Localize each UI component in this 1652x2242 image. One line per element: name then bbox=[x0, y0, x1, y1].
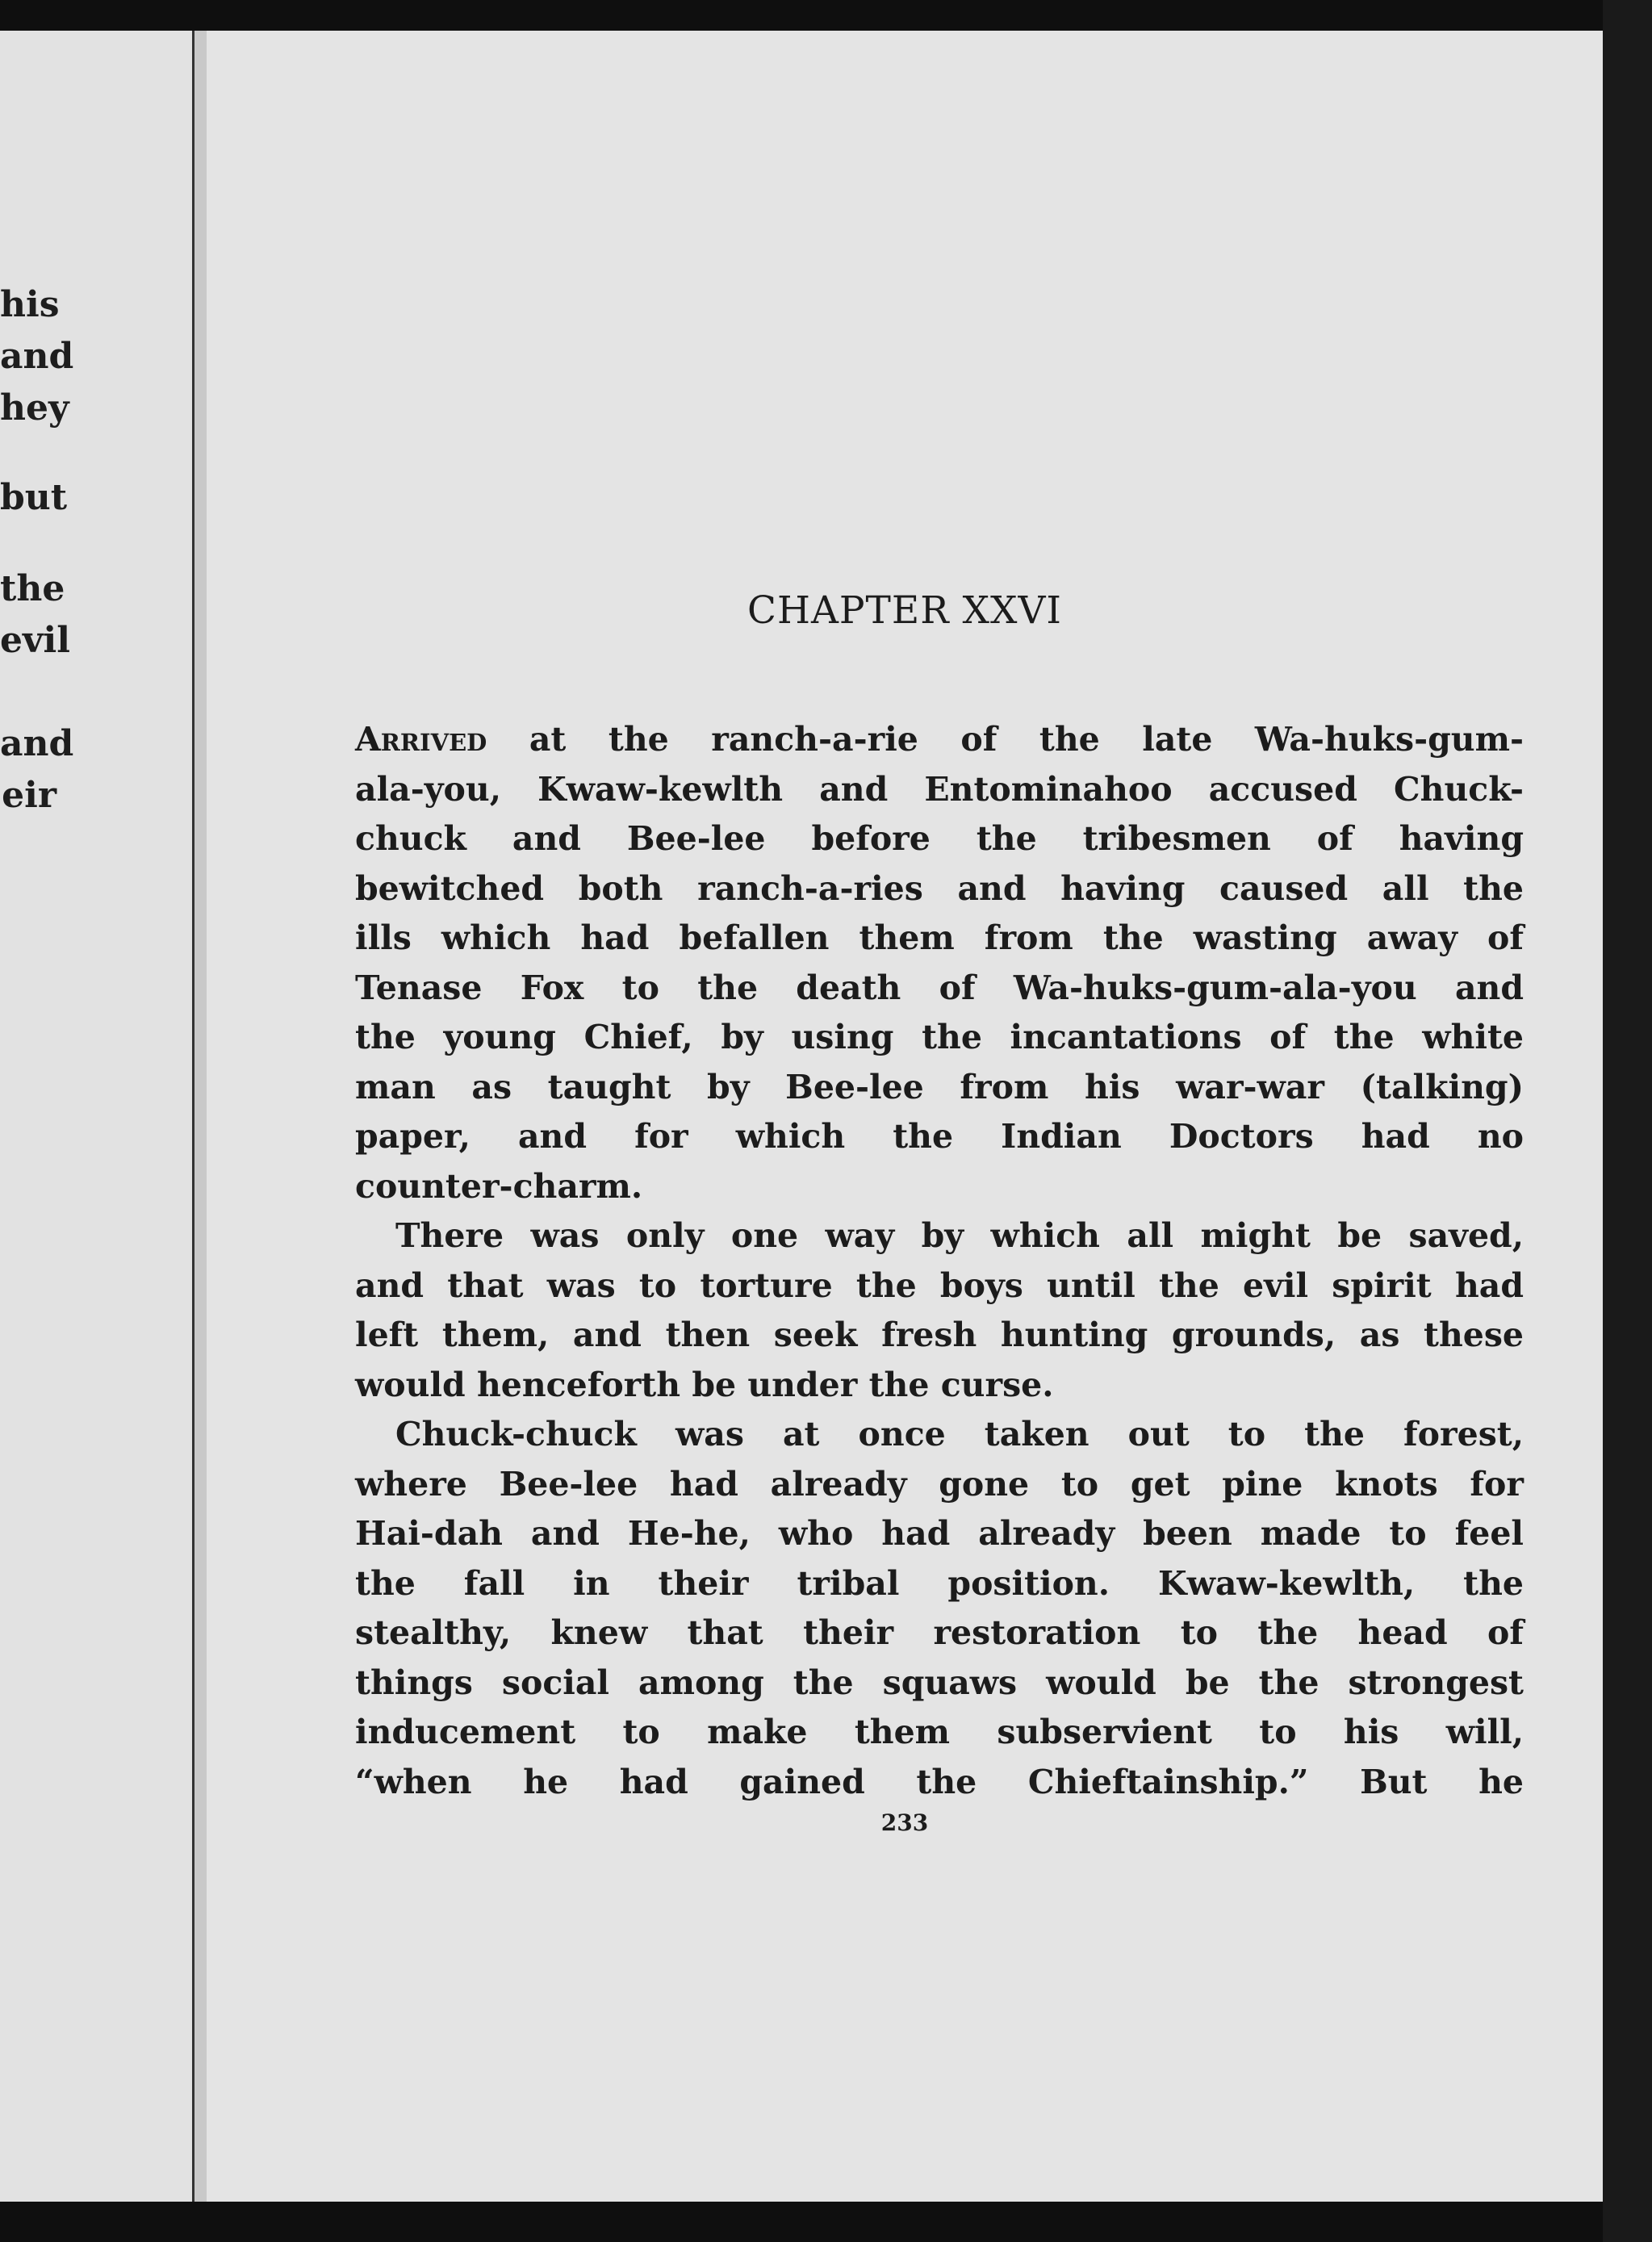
text-line: Arrived at the ranch-a-rie of the late Wa-huks-gum- bbox=[355, 720, 1524, 759]
text-line: would henceforth be under the curse. bbox=[355, 1365, 1054, 1404]
body-text bbox=[355, 715, 1524, 1807]
previous-page-fragment: the bbox=[0, 568, 65, 609]
scan-border bbox=[1603, 0, 1652, 2242]
lead-word: Arrived bbox=[355, 720, 487, 759]
text-line: ills which had befallen them from the wasting away of bbox=[355, 918, 1524, 957]
text-line: the young Chief, by using the incantations of the white bbox=[355, 1018, 1524, 1056]
text-line: man as taught by Bee-lee from his war-war (talking) bbox=[355, 1067, 1524, 1106]
text-line: Hai-dah and He-he, who had already been made to feel bbox=[355, 1514, 1524, 1553]
previous-page-fragment: his bbox=[0, 284, 60, 325]
text-line: where Bee-lee had already gone to get pine knots for bbox=[355, 1464, 1524, 1504]
chapter-title: CHAPTER XXVI bbox=[747, 588, 1062, 633]
text-line: paper, and for which the Indian Doctors had no bbox=[355, 1117, 1524, 1156]
text-line: There was only one way by which all might be saved, bbox=[395, 1216, 1524, 1255]
paragraph bbox=[355, 1211, 1524, 1410]
text-line: counter-charm. bbox=[355, 1166, 643, 1206]
page-number: 233 bbox=[880, 1809, 929, 1836]
previous-page-fragment: hey bbox=[0, 387, 69, 429]
previous-page-fragment: and bbox=[0, 723, 74, 764]
book-gutter bbox=[192, 31, 207, 2202]
book-page bbox=[207, 31, 1603, 2202]
paragraph bbox=[355, 1410, 1524, 1807]
previous-page-fragment: eir bbox=[2, 775, 56, 816]
text-line: inducement to make them subservient to his will, bbox=[355, 1713, 1524, 1751]
text-line: stealthy, knew that their restoration to the head of bbox=[355, 1613, 1524, 1652]
previous-page-strip bbox=[0, 31, 192, 2202]
text-line: Tenase Fox to the death of Wa-huks-gum-ala-you and bbox=[355, 968, 1524, 1007]
text-line: left them, and then seek fresh hunting grounds, as these bbox=[355, 1316, 1524, 1354]
text-line: the fall in their tribal position. Kwaw-kewlth, the bbox=[355, 1563, 1524, 1603]
paragraph bbox=[355, 715, 1524, 1211]
text-line: chuck and Bee-lee before the tribesmen of having bbox=[355, 819, 1524, 858]
text-line: bewitched both ranch-a-ries and having caused all the bbox=[355, 868, 1524, 908]
previous-page-fragment: but bbox=[0, 477, 68, 518]
previous-page-fragment: and bbox=[0, 336, 74, 377]
text-line: and that was to torture the boys until the evil spirit had bbox=[355, 1265, 1524, 1305]
previous-page-fragment: evil bbox=[0, 620, 70, 661]
text-line: things social among the squaws would be the strongest bbox=[355, 1663, 1524, 1702]
text-line: “when he had gained the Chieftainship.” But he bbox=[355, 1762, 1524, 1801]
text-line: ala-you, Kwaw-kewlth and Entominahoo accused Chuck- bbox=[355, 769, 1524, 809]
text-line: Chuck-chuck was at once taken out to the forest, bbox=[395, 1415, 1524, 1454]
